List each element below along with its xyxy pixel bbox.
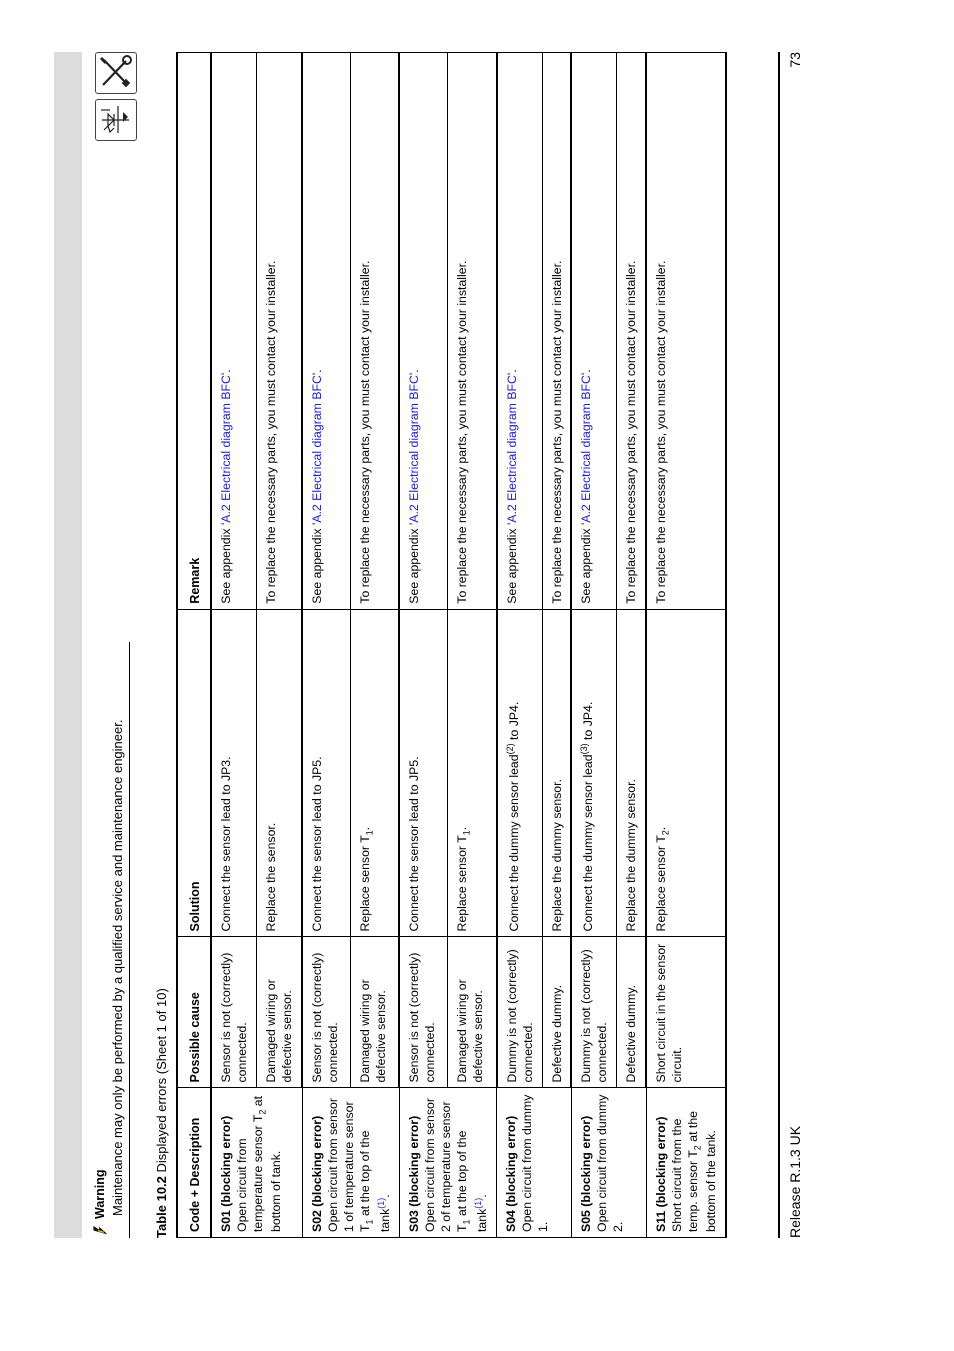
footer-divider	[779, 52, 780, 1238]
cause-cell: Defective dummy.	[542, 937, 571, 1088]
error-code: S05 (blocking error)	[578, 1115, 593, 1232]
error-code-cell	[211, 1088, 302, 1238]
remark-cell: See appendix 'A.2 Electrical diagram BFC'.	[302, 53, 351, 610]
solution-cell: Replace sensor $T_1$.	[351, 609, 400, 937]
table-body	[211, 53, 726, 1238]
cause-cell: Short circuit in the sensor circuit.	[646, 937, 726, 1088]
remark-cell: To replace the necessary parts, you must contact your installer.	[646, 53, 726, 610]
rotated-page-content	[90, 52, 810, 1238]
solution-cell: Replace the sensor.	[257, 609, 302, 937]
remark-cell: See appendix 'A.2 Electrical diagram BFC'.	[571, 53, 616, 610]
remark-cell: To replace the necessary parts, you must contact your installer.	[542, 53, 571, 610]
error-code-cell	[399, 1088, 496, 1238]
cause-cell: Defective dummy.	[617, 937, 646, 1088]
table-row	[399, 53, 448, 1238]
table-row	[617, 53, 646, 1238]
remark-cell: To replace the necessary parts, you must contact your installer.	[448, 53, 497, 610]
col-header-remark: Remark	[177, 53, 211, 610]
error-code-cell	[497, 1088, 572, 1238]
cause-cell: Sensor is not (correctly) connected.	[399, 937, 448, 1088]
cause-cell: Sensor is not (correctly) connected.	[211, 937, 256, 1088]
error-code: S03 (blocking error)	[406, 1115, 421, 1232]
cause-cell: Damaged wiring or defective sensor.	[351, 937, 400, 1088]
solution-cell: Replace the dummy sensor.	[617, 609, 646, 937]
error-description: Open circuit from sensor 2 of temperature sensor $T_1$ at the top of the tank$^{(1)}$.	[422, 1098, 490, 1232]
table-row	[646, 53, 726, 1238]
page-footer	[778, 52, 803, 1238]
solution-cell: Connect the sensor lead to JP3.	[211, 609, 256, 937]
table-row	[448, 53, 497, 1238]
errors-table	[176, 52, 727, 1238]
solution-cell: Replace sensor $T_1$.	[448, 609, 497, 937]
error-code: S02 (blocking error)	[309, 1115, 324, 1232]
error-code: S01 (blocking error)	[219, 1115, 234, 1232]
warning-box	[92, 642, 130, 1238]
table-row	[571, 53, 616, 1238]
remark-cell: To replace the necessary parts, you must contact your installer.	[351, 53, 400, 610]
solution-cell: Connect the dummy sensor lead$^{(2)}$ to JP4.	[497, 609, 542, 937]
remark-cell: To replace the necessary parts, you must contact your installer.	[257, 53, 302, 610]
table-row	[542, 53, 571, 1238]
error-description: Open circuit from dummy 1.	[520, 1094, 550, 1232]
solution-cell: Connect the sensor lead to JP5.	[399, 609, 448, 937]
warning-title: Warning	[93, 1169, 107, 1219]
solution-cell: Connect the dummy sensor lead$^{(3)}$ to JP4.	[571, 609, 616, 937]
error-code: S04 (blocking error)	[504, 1115, 519, 1232]
electrical-diagram-link[interactable]: 'A.2 Electrical diagram BFC'	[504, 372, 519, 526]
electrical-diagram-link[interactable]: 'A.2 Electrical diagram BFC'	[579, 372, 594, 526]
solution-cell: Replace sensor $T_2$.	[646, 609, 726, 937]
cause-cell: Damaged wiring or defective sensor.	[448, 937, 497, 1088]
warning-text: Maintenance may only be performed by a qualified service and maintenance engineer.	[110, 719, 125, 1216]
electrical-diagram-link[interactable]: 'A.2 Electrical diagram BFC'	[219, 372, 234, 526]
col-header-solution: Solution	[177, 609, 211, 937]
electrical-diagram-link[interactable]: 'A.2 Electrical diagram BFC'	[407, 372, 422, 526]
margin-band	[54, 52, 82, 1238]
error-description: Open circuit from temperature sensor $T_2$ at bottom of tank.	[235, 1095, 284, 1232]
cause-cell: Sensor is not (correctly) connected.	[302, 937, 351, 1088]
table-caption: Table 10.2 Displayed errors (Sheet 1 of 10)	[154, 988, 169, 1238]
table-row	[211, 53, 256, 1238]
lightning-warning-icon	[92, 1223, 108, 1238]
error-code-cell	[302, 1088, 399, 1238]
remark-cell: See appendix 'A.2 Electrical diagram BFC'.	[399, 53, 448, 610]
page-number: 73	[787, 52, 803, 68]
error-code: S11 (blocking error)	[653, 1116, 668, 1232]
table-header-row	[177, 53, 211, 1238]
error-code-cell	[571, 1088, 646, 1238]
error-description: Short circuit from the temp. sensor $T_2$ at the bottom of the tank.	[669, 1111, 719, 1232]
cause-cell: Dummy is not (correctly) connected.	[571, 937, 616, 1088]
table-row	[497, 53, 542, 1238]
footnote-link[interactable]: (1)	[375, 1197, 386, 1209]
table-row	[351, 53, 400, 1238]
col-header-code: Code + Description	[177, 1088, 211, 1238]
footnote-link[interactable]: (1)	[472, 1197, 483, 1209]
solution-cell: Connect the sensor lead to JP5.	[302, 609, 351, 937]
remark-cell: To replace the necessary parts, you must contact your installer.	[617, 53, 646, 610]
error-description: Open circuit from sensor 1 of temperature sensor $T_1$ at the top of the tank$^{(1)}$.	[325, 1098, 392, 1232]
error-code-cell	[646, 1088, 726, 1238]
solution-cell: Replace the dummy sensor.	[542, 609, 571, 937]
col-header-cause: Possible cause	[177, 937, 211, 1088]
table-row	[257, 53, 302, 1238]
electrical-diagram-link[interactable]: 'A.2 Electrical diagram BFC'	[310, 372, 325, 526]
remark-cell: See appendix 'A.2 Electrical diagram BFC'.	[211, 53, 256, 610]
table-row	[302, 53, 351, 1238]
cause-cell: Damaged wiring or defective sensor.	[257, 937, 302, 1088]
error-description: Open circuit from dummy 2.	[594, 1094, 625, 1232]
remark-cell: See appendix 'A.2 Electrical diagram BFC'.	[497, 53, 542, 610]
release-label: Release R.1.3 UK	[787, 1125, 803, 1238]
cause-cell: Dummy is not (correctly) connected.	[497, 937, 542, 1088]
